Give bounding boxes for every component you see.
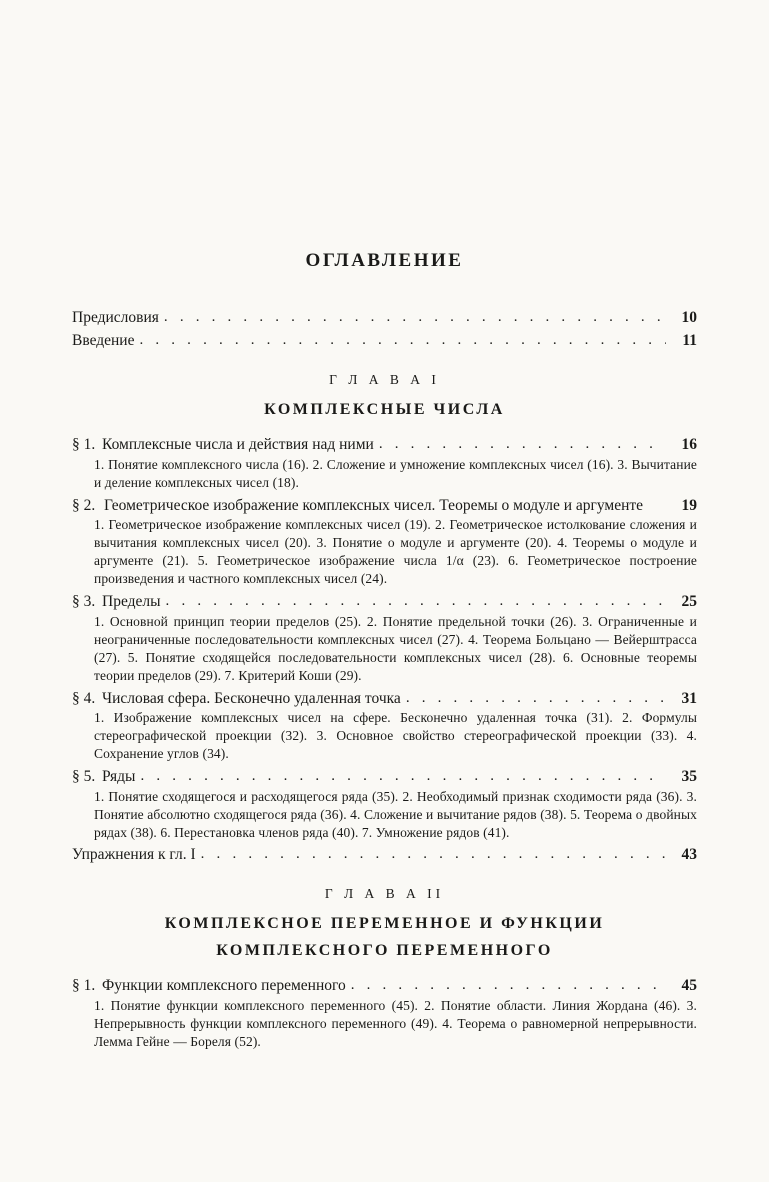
chapter-title-line-2: КОМПЛЕКСНОГО ПЕРЕМЕННОГО [216, 942, 553, 960]
section-marker-and-title [72, 976, 346, 996]
toc-section-1-4[interactable] [72, 689, 697, 764]
section-subitems: 1. Понятие сходящегося и расходящегося ряда (35). 2. Необходимый признак сходимости ряда (36). 3. Понятие абсолютно сходящегося ряда (36). 4. Сложение и вычитание рядов (38). 5. Теорема о двойных рядах (38). 6. Перестановка членов ряда (40). 7. Умножение рядов (41). [94, 789, 697, 840]
chapter-title: КОМПЛЕКСНЫЕ ЧИСЛА [264, 400, 505, 418]
section-title: Числовая сфера. Бесконечно удаленная точка [102, 689, 401, 707]
section-heading-line [72, 496, 697, 516]
toc-entry-label: Упражнения к гл. I [72, 845, 196, 863]
chapter-label: Г Л А В А II [324, 885, 445, 901]
section-subitems: 1. Геометрическое изображение комплексных чисел (19). 2. Геометрическое истолкование сложения и вычитания комплексных чисел (20). 3. Понятие о модуле и аргументе (20). 4. Теоремы о модуле и аргументе (21). 5. Геометрическое изображение числа 1/α (23). 6. Геометрическое построение произведения и частного комплексных чисел (24). [94, 517, 697, 587]
toc-entry-page: 11 [682, 331, 697, 349]
section-heading-line [72, 767, 697, 788]
toc-entry-page: 10 [681, 309, 697, 326]
section-page: 31 [681, 689, 697, 707]
section-title: Комплексные числа и действия над ними [102, 436, 374, 454]
toc-section-1-2[interactable] [72, 496, 697, 588]
toc-section-1-1[interactable] [72, 435, 697, 492]
toc-section-1-3[interactable] [72, 592, 697, 685]
section-marker: § 4. [72, 689, 96, 707]
section-page: 45 [681, 977, 697, 995]
section-marker: § 2. [72, 496, 96, 514]
chapter-label: Г Л А В А I [329, 371, 440, 387]
toc-entry-exercises-ch1[interactable] [72, 845, 697, 866]
section-page: 16 [681, 436, 697, 454]
chapter-title-line-1: КОМПЛЕКСНОЕ ПЕРЕМЕННОЕ И ФУНКЦИИ [164, 914, 605, 932]
section-marker-and-title [72, 592, 161, 612]
section-marker: § 1. [72, 436, 96, 454]
section-subitems: 1. Понятие функции комплексного переменного (45). 2. Понятие области. Линия Жордана (46). 3. Непрерывность функции комплексного переменного (49). 4. Теорема о равномерной непрерывности. Лемма Гейне — Бореля (52). [94, 998, 697, 1049]
leader-dots [379, 435, 666, 455]
section-marker: § 1. [72, 977, 96, 995]
section-subitems: 1. Основной принцип теории пределов (25). 2. Понятие предельной точки (26). 3. Ограниченные и неограниченные последовательности комплексных чисел (27). 4. Теорема Больцано — Вейерштрасса (27). 5. Понятие сходящейся последовательности комплексных чисел (28). 6. Основные теоремы теории пределов (29). 7. Критерий Коши (29). [94, 613, 697, 683]
section-title: Пределы [102, 593, 161, 610]
leader-dots [201, 844, 666, 864]
section-subitems: 1. Изображение комплексных чисел на сфере. Бесконечно удаленная точка (31). 2. Формулы стереографической проекции (32). 3. Основное свойство стереографической проекции (33). 4. Сохранение углов (34). [94, 710, 697, 762]
section-marker-and-title [72, 767, 135, 787]
toc-entry-label: Введение [72, 331, 135, 349]
toc-entry-prefaces[interactable] [72, 308, 697, 329]
toc-content [72, 250, 697, 1054]
section-marker-and-title [72, 689, 401, 709]
leader-dots [140, 767, 666, 787]
leader-dots [351, 976, 666, 996]
section-marker: § 3. [72, 593, 96, 610]
toc-section-1-5[interactable] [72, 767, 697, 842]
section-page: 35 [681, 768, 697, 786]
section-title: Геометрическое изображение комплексных чисел. Теоремы о модуле и аргументе [104, 496, 644, 514]
section-title: Ряды [102, 768, 136, 786]
toc-section-2-1[interactable] [72, 976, 697, 1051]
section-marker-and-title [72, 435, 374, 455]
toc-entry-introduction[interactable] [72, 331, 697, 352]
toc-entry-page: 43 [681, 845, 697, 863]
toc-entry-label: Предисловия [72, 309, 159, 326]
section-heading-line [72, 592, 697, 613]
chapter-heading-1 [72, 372, 697, 421]
section-title: Функции комплексного переменного [102, 977, 346, 995]
chapter-heading-2 [72, 886, 697, 962]
page-title: ОГЛАВЛЕНИЕ [305, 250, 464, 271]
section-heading-line [72, 976, 697, 997]
section-heading-line [72, 689, 697, 710]
leader-dots [406, 689, 666, 709]
section-heading-line [72, 435, 697, 456]
leader-dots [166, 592, 666, 612]
section-page: 19 [681, 496, 697, 514]
section-marker: § 5. [72, 768, 96, 786]
leader-dots [139, 330, 666, 350]
section-page: 25 [681, 593, 697, 610]
section-subitems: 1. Понятие комплексного числа (16). 2. Сложение и умножение комплексных чисел (16). 3. Вычитание и деление комплексных чисел (18). [94, 456, 697, 490]
leader-dots [164, 307, 666, 327]
